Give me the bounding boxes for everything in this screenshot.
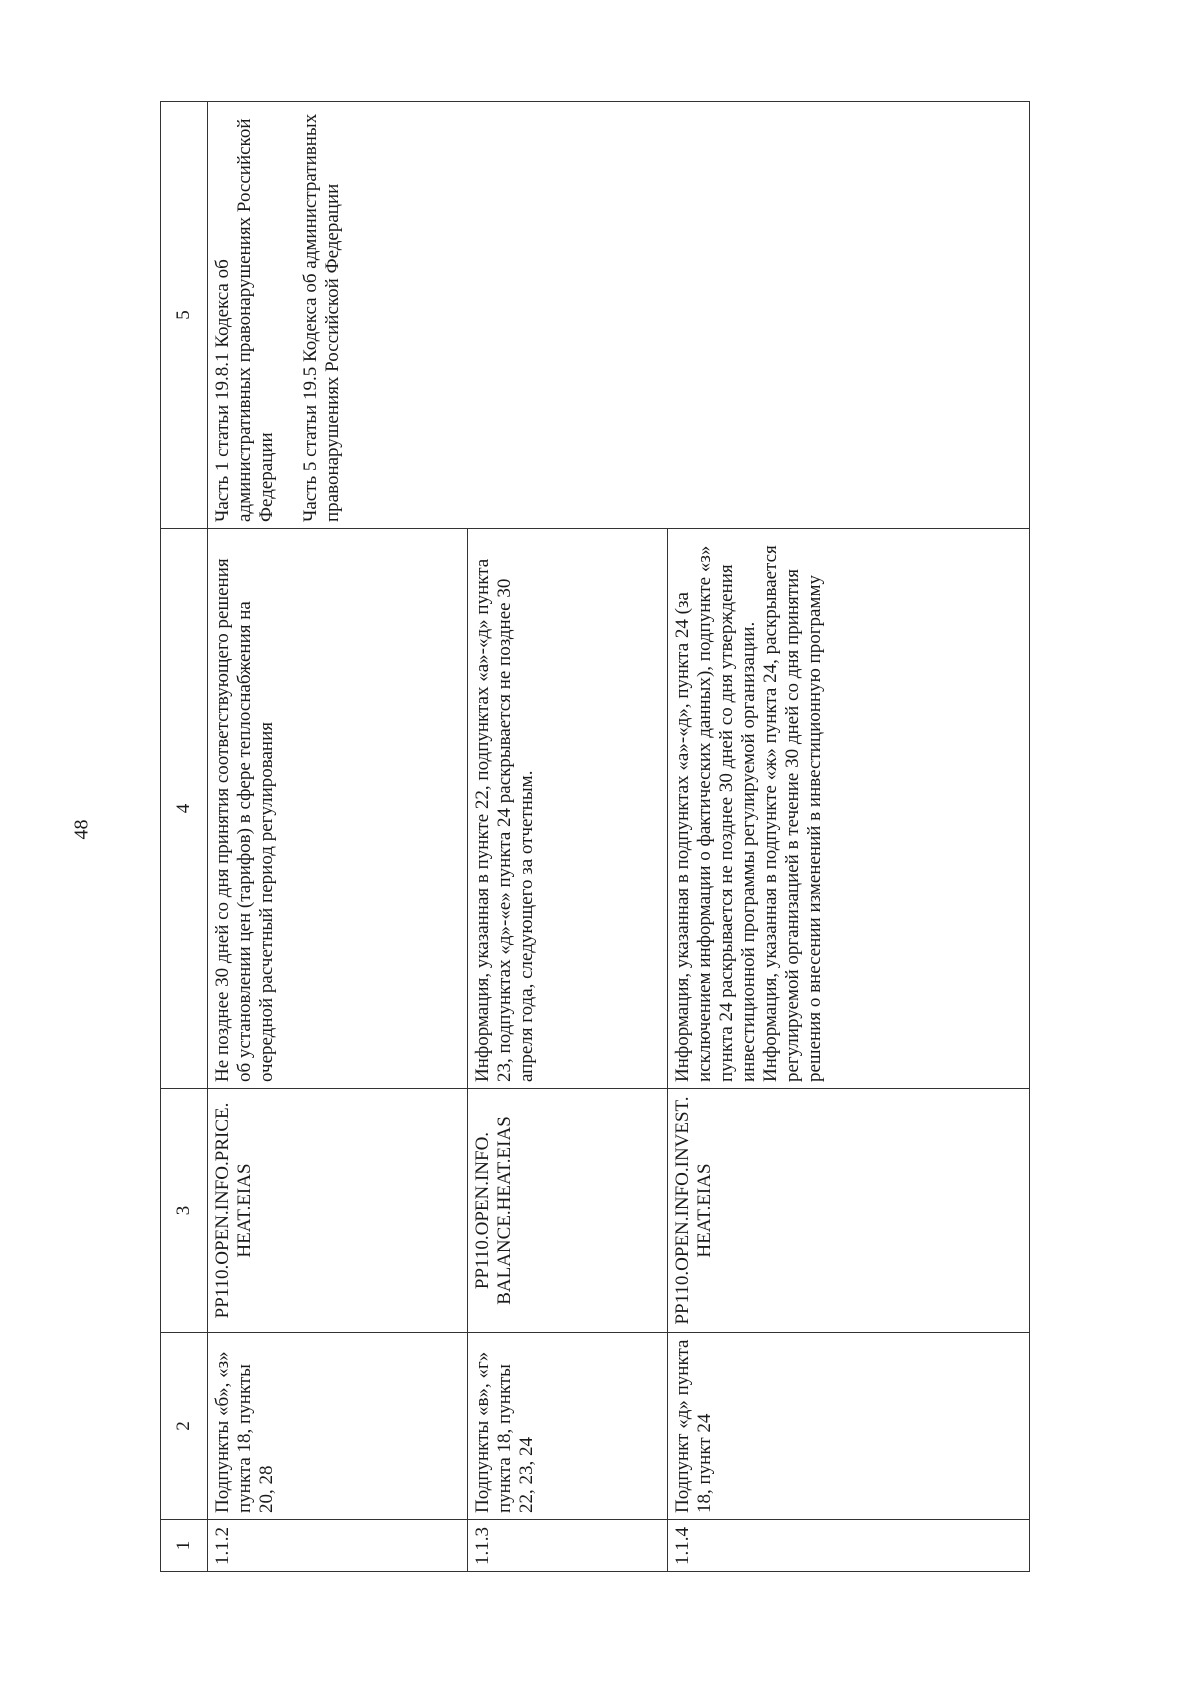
liability-text-1: Часть 1 статьи 19.8.1 Кодекса об административных правонарушениях Российской Федерации	[212, 118, 278, 522]
rotated-table-container	[160, 102, 1030, 1572]
page-number: 48	[70, 819, 93, 840]
liability-cell	[208, 102, 1030, 529]
header-row	[161, 102, 208, 1572]
row-number: 1.1.3	[468, 1520, 668, 1572]
table-row	[208, 102, 468, 1572]
clauses-cell: Подпункт «д» пункта 18, пункт 24	[668, 1333, 1030, 1520]
clauses-cell: Подпункты «в», «г» пункта 18, пункты 22, 23, 24	[468, 1333, 668, 1520]
header-col-4: 4	[161, 529, 208, 1089]
header-col-3: 3	[161, 1089, 208, 1333]
liability-text-2: Часть 5 статьи 19.5 Кодекса об административных правонарушениях Российской Федерации	[300, 113, 344, 522]
header-col-1: 1	[161, 1520, 208, 1572]
clauses-cell: Подпункты «б», «з» пункта 18, пункты 20, 28	[208, 1333, 468, 1520]
deadline-cell: Информация, указанная в пункте 22, подпунктах «а»-«д» пункта 23, подпунктах «д»-«е» пункта 24 раскрывается не позднее 30 апреля года, следующего за отчетным.	[468, 529, 668, 1089]
deadline-cell: Не позднее 30 дней со дня принятия соответствующего решения об установлении цен (тарифов) в сфере теплоснабжения на очередной расчетный период регулирования	[208, 529, 468, 1089]
deadline-cell: Информация, указанная в подпунктах «а»-«д», пункта 24 (за исключением информации о фактических данных), подпункте «з» пункта 24 раскрывается не позднее 30 дней со дня утверждения инвестиционной программы регулируемой организации. Информация, указанная в подпункте «ж» пункта 24, раскрывается регулируемой организацией в течение 30 дней со дня принятия решения о внесении изменений в инвестиционную программу	[668, 529, 1030, 1089]
code-cell: PP110.OPEN.INFO.INVEST. HEAT.EIAS	[668, 1089, 1030, 1333]
header-col-2: 2	[161, 1333, 208, 1520]
requirements-table	[160, 101, 1030, 1572]
header-col-5: 5	[161, 102, 208, 529]
code-cell: PP110.OPEN.INFO.PRICE. HEAT.EIAS	[208, 1089, 468, 1333]
code-cell: PP110.OPEN.INFO. BALANCE.HEAT.EIAS	[468, 1089, 668, 1333]
row-number: 1.1.2	[208, 1520, 468, 1572]
row-number: 1.1.4	[668, 1520, 1030, 1572]
